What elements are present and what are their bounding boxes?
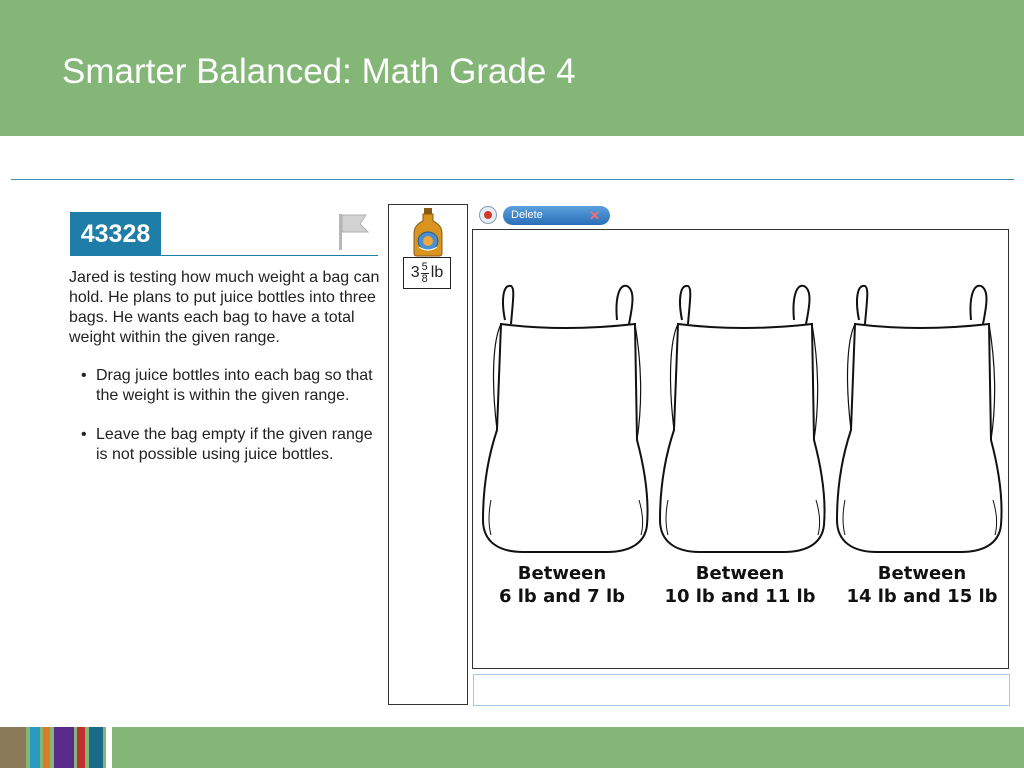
delete-button[interactable] bbox=[503, 206, 610, 225]
footer-stripe bbox=[30, 727, 40, 768]
footer-stripe bbox=[43, 727, 50, 768]
footer-stripe bbox=[106, 727, 112, 768]
footer-stripe bbox=[0, 727, 26, 768]
title-divider bbox=[11, 179, 1014, 180]
bag-range-line1: Between bbox=[695, 563, 785, 584]
bottle-weight-unit: lb bbox=[430, 264, 444, 281]
footer-stripe bbox=[54, 727, 74, 768]
slide-title: Smarter Balanced: Math Grade 4 bbox=[62, 52, 576, 91]
bag-range-label-2 bbox=[652, 562, 828, 608]
bottle-weight-whole: 3 bbox=[410, 264, 420, 281]
question-text bbox=[69, 268, 381, 484]
bag-drop-zone-3[interactable] bbox=[831, 280, 1007, 562]
juice-bottle-icon[interactable] bbox=[409, 207, 447, 257]
bag-range-label-1 bbox=[474, 562, 650, 608]
footer-stripe bbox=[77, 727, 85, 768]
bag-range-label-3 bbox=[834, 562, 1010, 608]
bag-icon bbox=[654, 280, 830, 562]
bag-drop-zone-1[interactable] bbox=[477, 280, 653, 562]
bag-range-line1: Between bbox=[877, 563, 967, 584]
close-icon: ✕ bbox=[589, 208, 600, 223]
fraction-numerator: 5 bbox=[421, 260, 428, 273]
select-tool-icon bbox=[484, 211, 492, 219]
bag-range-line2: 6 lb and 7 lb bbox=[498, 586, 626, 607]
delete-button-label: Delete bbox=[511, 209, 543, 221]
instruction-list bbox=[69, 366, 381, 465]
bullet-glyph: • bbox=[81, 367, 87, 384]
bullet-glyph: • bbox=[81, 426, 87, 443]
footer-stripe bbox=[89, 727, 103, 768]
response-area[interactable] bbox=[473, 674, 1010, 706]
flag-icon[interactable] bbox=[336, 212, 370, 252]
bag-range-line2: 14 lb and 15 lb bbox=[846, 586, 998, 607]
bag-range-line2: 10 lb and 11 lb bbox=[664, 586, 816, 607]
bag-drop-zone-2[interactable] bbox=[654, 280, 830, 562]
instruction-item bbox=[69, 366, 381, 406]
bottle-weight-fraction bbox=[421, 262, 429, 285]
instruction-item bbox=[69, 425, 381, 465]
drag-palette bbox=[388, 204, 468, 705]
bottle-weight-label bbox=[403, 257, 451, 289]
bag-icon bbox=[831, 280, 1007, 562]
select-tool-button[interactable] bbox=[479, 206, 497, 224]
question-stem: Jared is testing how much weight a bag can hold. He plans to put juice bottles into three bags. He wants each bag to have a total weight within the given range. bbox=[69, 269, 380, 346]
instruction-text: Drag juice bottles into each bag so that the weight is within the given range. bbox=[96, 367, 373, 404]
fraction-denominator: 8 bbox=[421, 272, 428, 285]
bag-range-line1: Between bbox=[517, 563, 607, 584]
bag-icon bbox=[477, 280, 653, 562]
slide-footer bbox=[0, 727, 1024, 768]
item-number: 43328 bbox=[70, 212, 161, 256]
item-header-rule bbox=[70, 255, 378, 256]
instruction-text: Leave the bag empty if the given range is not possible using juice bottles. bbox=[96, 426, 373, 463]
